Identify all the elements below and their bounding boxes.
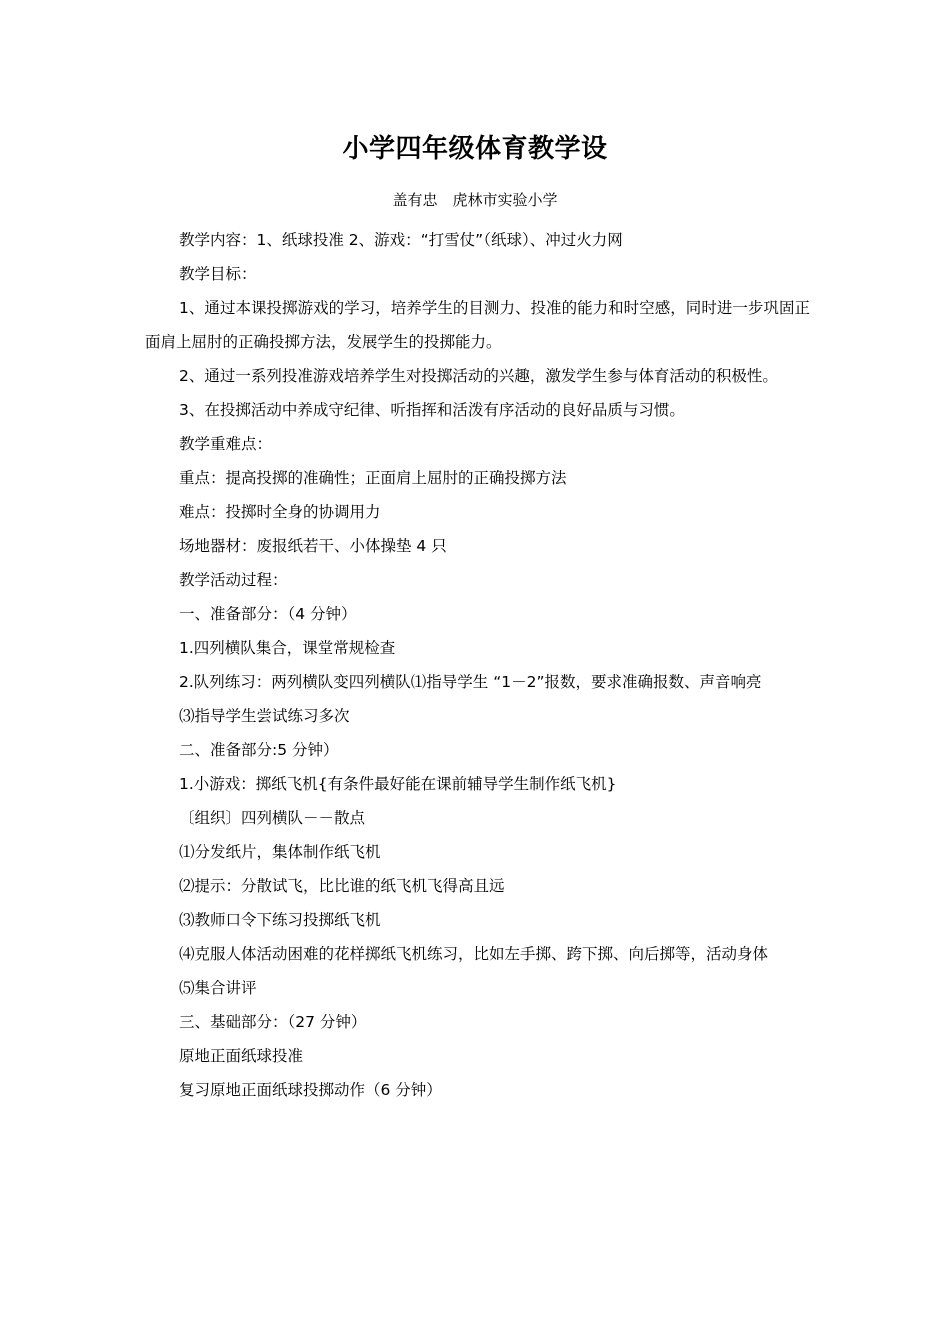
document-title: 小学四年级体育教学设 xyxy=(342,134,608,164)
document-body xyxy=(145,223,810,1107)
paragraph-substep-1: ⑴分发纸片，集体制作纸飞机 xyxy=(179,843,381,861)
paragraph-section-3: 三、基础部分：（27 分钟） xyxy=(179,1013,367,1031)
paragraph-substep-3: ⑶教师口令下练习投掷纸飞机 xyxy=(179,911,381,929)
paragraph-goal-3: 3、在投掷活动中养成守纪律、听指挥和活泼有序活动的良好品质与习惯。 xyxy=(179,401,685,419)
paragraph-step-1-2-3: ⑶指导学生尝试练习多次 xyxy=(179,707,350,725)
paragraph-substep-2: ⑵提示：分散试飞，比比谁的纸飞机飞得高且远 xyxy=(179,877,505,895)
paragraph-step-3-topic: 原地正面纸球投准 xyxy=(179,1047,304,1065)
paragraph-teaching-goals-heading: 教学目标： xyxy=(179,265,257,283)
paragraph-teaching-content: 教学内容：1、纸球投准 2、游戏：“打雪仗”（纸球）、冲过火力网 xyxy=(179,231,623,249)
paragraph-difficulty: 难点：投掷时全身的协调用力 xyxy=(179,503,381,521)
paragraph-section-2: 二、准备部分:5 分钟） xyxy=(179,741,339,759)
paragraph-step-1-2: 2.队列练习：两列横队变四列横队⑴指导学生 “1－2”报数，要求准确报数、声音响亮 xyxy=(179,673,762,691)
paragraph-key-point: 重点：提高投掷的准确性；正面肩上屈肘的正确投掷方法 xyxy=(179,469,567,487)
paragraph-substep-5: ⑸集合讲评 xyxy=(179,979,257,997)
paragraph-section-1: 一、准备部分：（4 分钟） xyxy=(179,605,357,623)
paragraph-goal-2: 2、通过一系列投准游戏培养学生对投掷活动的兴趣，激发学生参与体育活动的积极性。 xyxy=(179,367,778,385)
paragraph-step-2-1: 1.小游戏：掷纸飞机{有条件最好能在课前辅导学生制作纸飞机} xyxy=(179,775,617,793)
paragraph-process-heading: 教学活动过程： xyxy=(179,571,288,589)
paragraph-organization: 〔组织〕四列横队－－散点 xyxy=(179,809,366,827)
document-subtitle: 盖有忠 虎林市实验小学 xyxy=(392,191,558,209)
paragraph-equipment: 场地器材：废报纸若干、小体操垫 4 只 xyxy=(179,537,447,555)
paragraph-step-1-1: 1.四列横队集合，课堂常规检查 xyxy=(179,639,396,657)
paragraph-key-points-heading: 教学重难点： xyxy=(179,435,273,453)
paragraph-substep-4: ⑷克服人体活动困难的花样掷纸飞机练习，比如左手掷、跨下掷、向后掷等，活动身体 xyxy=(179,945,769,963)
paragraph-goal-1: 1、通过本课投掷游戏的学习，培养学生的目测力、投准的能力和时空感，同时进一步巩固正面肩上屈肘的正确投掷方法，发展学生的投掷能力。 xyxy=(145,299,810,351)
paragraph-step-3-review: 复习原地正面纸球投掷动作（6 分钟） xyxy=(179,1081,442,1099)
